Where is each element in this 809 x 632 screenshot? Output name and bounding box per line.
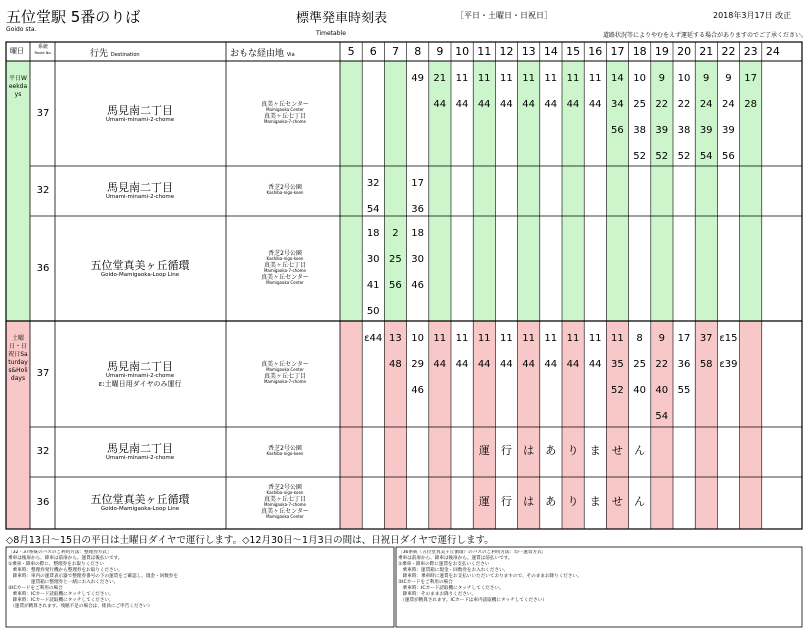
departure-minute: 48	[389, 359, 402, 370]
hour-cell-shade	[606, 216, 628, 321]
departure-minute: 54	[655, 411, 669, 422]
departure-minute: 11	[544, 333, 558, 344]
departure-minute: 13	[389, 333, 402, 344]
via-stop-jp: 香芝2号公園	[268, 249, 302, 257]
via-stop-jp: 真美ヶ丘センター	[261, 361, 309, 368]
info-line: 乗車は前扉から、降車は後扉から。運賃は前払いです。	[398, 556, 513, 561]
destination-en: Goido-Mamigaoka-Loop Line	[100, 506, 180, 512]
hour-cell-shade	[429, 477, 451, 529]
route-number: 36	[36, 262, 50, 274]
info-line: 乗車時：運賃箱に現金・回数券をお入れください。	[398, 568, 509, 573]
departure-minute: 25	[633, 359, 646, 370]
via-stop-jp: 真美ヶ丘センター	[261, 100, 309, 108]
hour-header-15: 15	[566, 45, 581, 58]
departure-minute: 36	[411, 204, 424, 215]
hour-header-9: 9	[436, 45, 444, 58]
via-stops	[240, 251, 330, 287]
station-name: 五位堂駅 5番のりば	[6, 8, 141, 26]
departure-minute: 44	[433, 99, 447, 110]
via-stops	[240, 485, 330, 521]
info-line: 降車時：そのままお降りください。	[398, 592, 477, 597]
via-stop-en: Mamigaoka-7-chome	[263, 118, 306, 124]
departure-minute: 9	[703, 73, 710, 84]
via-stop-jp: 香芝2号公園	[268, 445, 302, 452]
info-line: 乗車は後扉から、降車は前扉から。運賃は後払いです。	[8, 556, 123, 561]
departure-minute: 17	[744, 73, 757, 84]
hour-cell-shade	[384, 477, 406, 529]
hour-header-8: 8	[414, 45, 422, 58]
via-stop-en: Mamigaoka-7-chome	[263, 267, 306, 273]
info-line: 降車時：車内の運賃表示器で整理券番号の下の運賃をご確認し、現金・回数券を	[8, 574, 178, 579]
departure-minute: 17	[411, 178, 424, 189]
departure-minute: 11	[522, 73, 535, 84]
departure-minute: 40	[655, 385, 669, 396]
header-day: 曜日	[10, 47, 24, 55]
destination-en: Umami-minami-2-chome	[105, 194, 175, 200]
departure-minute: 44	[455, 99, 469, 110]
destination-jp: 馬見南二丁目	[107, 442, 173, 455]
departure-minute: 運	[478, 495, 490, 508]
departure-minute: 44	[566, 99, 580, 110]
page-title-en: Timetable	[316, 30, 346, 37]
via-stop-en: Mamigaoka-7-chome	[263, 502, 306, 507]
hour-cell-shade	[340, 427, 362, 477]
hour-header-22: 22	[721, 45, 736, 58]
departure-minute: 9	[725, 73, 732, 84]
departure-minute: 54	[366, 204, 380, 215]
departure-minute: 46	[411, 280, 424, 291]
hour-header-5: 5	[347, 45, 355, 58]
info-line: ②ICカードをご利用の場合	[398, 580, 453, 585]
hour-cell-shade	[606, 166, 628, 216]
via-stop-jp: 真美ヶ丘七丁目	[263, 261, 306, 269]
departure-minute: 10	[633, 73, 646, 84]
via-stop-en: Kashiba-nigo-koen	[266, 255, 304, 261]
departure-minute: 11	[566, 73, 580, 84]
departure-minute: 11	[477, 333, 491, 344]
via-stop-jp: 真美ヶ丘七丁目	[263, 373, 306, 380]
route-number: 32	[36, 185, 50, 196]
via-stop-jp: 香芝2号公園	[268, 484, 302, 491]
departure-minute: 11	[455, 73, 469, 84]
day-type-label: ［平日・土曜日・日祝日］	[456, 11, 552, 20]
destination	[55, 181, 225, 201]
departure-minute: 行	[500, 495, 512, 508]
departure-minute: せ	[611, 444, 623, 457]
revision-date: 2018年3月17日 改正	[713, 11, 792, 20]
hour-header-19: 19	[654, 45, 669, 58]
departure-minute: 44	[522, 359, 535, 370]
destination-en: Umami-minami-2-chome	[105, 455, 175, 461]
info-line: ①乗車・降車の際に、整理券をお取りください	[8, 562, 104, 567]
info-line: 運賃箱に整理券と一緒にお入れください。	[8, 580, 119, 585]
info-line: ②ICカードをご利用の場合	[8, 586, 63, 591]
departure-minute: 10	[677, 73, 691, 84]
departure-minute: 11	[433, 333, 447, 344]
footnote: ◇8月13日～15日の平日は土曜日ダイヤで運行します。◇12月30日～1月3日の間は、日祝日ダイヤで運行します。	[6, 535, 494, 546]
hour-cell-shade	[518, 216, 540, 321]
hour-header-12: 12	[499, 45, 514, 58]
destination-jp: 馬見南二丁目	[107, 359, 173, 373]
departure-minute: 11	[588, 333, 602, 344]
departure-minute: 11	[455, 333, 469, 344]
hour-header-20: 20	[677, 45, 692, 58]
delay-notice: 道路状況等によりやむをえず運延する場合がありますのでご了承ください。	[603, 32, 808, 39]
departure-minute: 44	[566, 359, 580, 370]
route-note: ε:土曜日用ダイヤのみ運行	[98, 379, 182, 388]
hour-cell-shade	[695, 477, 717, 529]
hour-cell-shade	[518, 166, 540, 216]
departure-minute: 52	[633, 151, 646, 162]
hour-cell-shade	[695, 427, 717, 477]
departure-minute: ん	[634, 495, 646, 508]
header-destination: 行先 Destination	[90, 49, 140, 59]
info-line: 乗車時：ICカード読取機にタッチしてください。	[398, 586, 504, 591]
departure-minute: 52	[655, 151, 669, 162]
departure-minute: 56	[389, 280, 402, 291]
hour-cell-shade	[429, 427, 451, 477]
departure-minute: 30	[411, 254, 424, 265]
departure-minute: 38	[633, 125, 646, 136]
via-stops	[240, 446, 330, 458]
hour-header-16: 16	[588, 45, 603, 58]
boarding-info-right	[398, 550, 800, 626]
departure-minute: 9	[658, 333, 665, 344]
departure-minute: 32	[366, 178, 380, 189]
departure-minute: 35	[611, 359, 624, 370]
departure-minute: は	[523, 444, 535, 457]
via-stop-en: Mamigaoka Center	[266, 106, 304, 112]
departure-minute: 11	[477, 73, 491, 84]
info-line: 乗車時：整理券発行機から整理券をお取りください。	[8, 568, 123, 573]
hour-cell-shade	[384, 166, 406, 216]
via-stop-en: Kashiba-nigo-koen	[266, 490, 304, 495]
route-number: 37	[36, 368, 50, 379]
departure-minute: り	[567, 444, 579, 457]
departure-minute: 37	[699, 333, 713, 344]
hour-cell-shade	[651, 477, 673, 529]
departure-minute: 44	[477, 99, 491, 110]
hour-cell-shade	[651, 427, 673, 477]
departure-minute: 9	[658, 73, 665, 84]
via-stops	[240, 362, 330, 386]
via-stop-en: Kashiba-nigo-koen	[266, 451, 304, 456]
departure-minute: 8	[636, 333, 643, 344]
departure-minute: 29	[411, 359, 424, 370]
departure-minute: 56	[611, 125, 624, 136]
via-stop-jp: 真美ヶ丘七丁目	[263, 112, 306, 120]
hour-header-10: 10	[455, 45, 470, 58]
departure-minute: あ	[545, 444, 557, 457]
hour-header-17: 17	[610, 45, 625, 58]
departure-minute: 44	[500, 99, 513, 110]
hour-header-6: 6	[369, 45, 377, 58]
hour-cell-shade	[340, 61, 362, 166]
departure-minute: 11	[566, 333, 580, 344]
destination	[55, 259, 225, 279]
departure-minute: 49	[411, 73, 424, 84]
departure-minute: は	[523, 495, 535, 508]
info-line: ①乗車・降車の際に運賃をお支払いください	[398, 562, 490, 567]
hour-header-7: 7	[391, 45, 399, 58]
hour-cell-shade	[695, 166, 717, 216]
departure-minute: 14	[611, 73, 624, 84]
departure-minute: 50	[366, 306, 380, 317]
destination-en: Goido-Mamigaoka-Loop Line	[100, 271, 180, 278]
departure-minute: 58	[699, 359, 713, 370]
departure-minute: 11	[500, 73, 513, 84]
via-stop-jp: 真美ヶ丘センター	[261, 508, 309, 515]
destination	[55, 360, 225, 389]
departure-minute: 24	[722, 99, 735, 110]
hour-header-21: 21	[699, 45, 714, 58]
hour-cell-shade	[562, 216, 584, 321]
departure-minute: 44	[544, 359, 558, 370]
departure-minute: 55	[677, 385, 691, 396]
via-stop-jp: 香芝2号公園	[268, 184, 302, 191]
destination-jp: 馬見南二丁目	[107, 181, 173, 194]
hour-cell-shade	[473, 216, 495, 321]
info-line: 降車時：乗車時に運賃をお支払いいただいておりますので、そのままお降りください。	[398, 574, 582, 579]
departure-minute: 44	[455, 359, 469, 370]
departure-minute: 36	[677, 359, 691, 370]
departure-minute: せ	[611, 495, 623, 508]
via-stop-jp: 真美ヶ丘七丁目	[263, 496, 306, 503]
hour-cell-shade	[651, 166, 673, 216]
hour-cell-shade	[429, 216, 451, 321]
departure-minute: 44	[588, 99, 602, 110]
departure-minute: 52	[611, 385, 624, 396]
hour-cell-shade	[651, 216, 673, 321]
hour-header-13: 13	[521, 45, 536, 58]
destination-jp: 五位堂真美ヶ丘循環	[90, 258, 190, 272]
header-via: おもな経由地 Via	[230, 49, 295, 59]
departure-minute: ま	[589, 495, 601, 508]
departure-minute: 25	[389, 254, 402, 265]
via-stop-en: Mamigaoka Center	[266, 367, 304, 372]
departure-minute: 22	[655, 99, 669, 110]
departure-minute: 44	[588, 359, 602, 370]
departure-minute: 30	[366, 254, 380, 265]
info-line: ［36系統（五位堂真美ヶ丘循環）のバスのご利用方法：均一運賃方式］	[398, 550, 547, 555]
departure-minute: 運	[478, 444, 490, 457]
destination	[55, 442, 225, 462]
departure-minute: ε39	[719, 359, 738, 370]
hour-header-11: 11	[477, 45, 492, 58]
departure-minute: 11	[522, 333, 535, 344]
departure-minute: 41	[366, 280, 380, 291]
departure-minute: 11	[611, 333, 624, 344]
departure-minute: 34	[611, 99, 624, 110]
via-stop-en: Mamigaoka Center	[266, 279, 304, 285]
departure-minute: 22	[655, 359, 669, 370]
hour-cell-shade	[740, 427, 762, 477]
departure-minute: 54	[699, 151, 713, 162]
departure-minute: 44	[500, 359, 513, 370]
destination	[55, 493, 225, 513]
departure-minute: 18	[366, 228, 380, 239]
day-label-holidays: 土曜日・日祝日Saturdays&Holidays	[8, 335, 28, 382]
departure-minute: り	[567, 495, 579, 508]
page-title: 標準発車時刻表	[296, 11, 388, 26]
destination-jp: 馬見南二丁目	[107, 103, 173, 117]
route-number: 36	[36, 497, 50, 508]
departure-minute: 44	[433, 359, 447, 370]
hour-cell-shade	[429, 166, 451, 216]
hour-cell-shade	[384, 427, 406, 477]
hour-cell-shade	[562, 166, 584, 216]
route-number: 37	[36, 107, 50, 119]
departure-minute: 40	[633, 385, 646, 396]
destination-jp: 五位堂真美ヶ丘循環	[90, 493, 190, 506]
departure-minute: ε15	[719, 333, 738, 344]
hour-header-14: 14	[543, 45, 558, 58]
departure-minute: 44	[522, 99, 535, 110]
departure-minute: 56	[722, 151, 735, 162]
destination	[55, 104, 225, 124]
hour-cell-shade	[340, 477, 362, 529]
departure-minute: 24	[699, 99, 713, 110]
hour-cell-shade	[740, 477, 762, 529]
boarding-info-left	[8, 550, 392, 626]
departure-minute: 18	[411, 228, 424, 239]
departure-minute: 44	[544, 99, 558, 110]
departure-minute: 44	[477, 359, 491, 370]
route-number: 32	[36, 446, 50, 457]
via-stop-en: Mamigaoka Center	[266, 514, 304, 519]
hour-cell-shade	[695, 216, 717, 321]
departure-minute: ん	[634, 444, 646, 457]
via-stop-en: Kashiba-nigo-koen	[266, 190, 304, 195]
destination-en: Umami-minami-2-chome	[105, 372, 175, 379]
departure-minute: 10	[411, 333, 424, 344]
departure-minute: 52	[677, 151, 691, 162]
departure-minute: 2	[392, 228, 399, 239]
departure-minute: 46	[411, 385, 424, 396]
departure-minute: ε44	[364, 333, 383, 344]
info-line: 乗車時：ICカード読取機にタッチしてください。	[8, 592, 114, 597]
departure-minute: 28	[744, 99, 757, 110]
hour-cell-shade	[384, 61, 406, 166]
info-line: 降車時：ICカード読取機にタッチしてください。	[8, 598, 114, 603]
departure-minute: 11	[500, 333, 513, 344]
hour-cell-shade	[740, 166, 762, 216]
departure-minute: 21	[433, 73, 447, 84]
hour-cell-shade	[740, 321, 762, 427]
hour-cell-shade	[340, 216, 362, 321]
info-line: （運賃が精算されます。残額不足の場合は、係員にご申告ください）	[8, 604, 153, 609]
via-stop-jp: 真美ヶ丘センター	[261, 273, 309, 281]
destination-en: Umami-minami-2-chome	[105, 116, 175, 123]
header-route-no: 系統 Route No.	[34, 44, 52, 55]
hour-cell-shade	[340, 321, 362, 427]
info-line: ［32・37系統のバスのご利用方法：整理券方式］	[8, 550, 112, 555]
departure-minute: 行	[500, 444, 512, 457]
hour-header-24: 24	[765, 45, 780, 58]
departure-minute: あ	[545, 495, 557, 508]
station-name-en: Goido sta.	[6, 26, 37, 33]
day-label-weekdays: 平日Weekdays	[8, 75, 28, 98]
departure-minute: 11	[588, 73, 602, 84]
hour-cell-shade	[740, 216, 762, 321]
departure-minute: 11	[544, 73, 558, 84]
hour-cell-shade	[473, 166, 495, 216]
departure-minute: 17	[677, 333, 691, 344]
departure-minute: 39	[722, 125, 735, 136]
departure-minute: ま	[589, 444, 601, 457]
departure-minute: 39	[655, 125, 669, 136]
departure-minute: 25	[633, 99, 646, 110]
departure-minute: 22	[677, 99, 691, 110]
info-line: （運賃が精算されます。ICカードは車内読取機にタッチしてください）	[398, 598, 547, 603]
via-stops	[240, 102, 330, 126]
hour-header-18: 18	[632, 45, 647, 58]
via-stops	[240, 185, 330, 197]
departure-minute: 39	[699, 125, 713, 136]
hour-header-23: 23	[743, 45, 758, 58]
via-stop-en: Mamigaoka-7-chome	[263, 379, 306, 384]
departure-minute: 38	[677, 125, 691, 136]
hour-cell-shade	[340, 166, 362, 216]
